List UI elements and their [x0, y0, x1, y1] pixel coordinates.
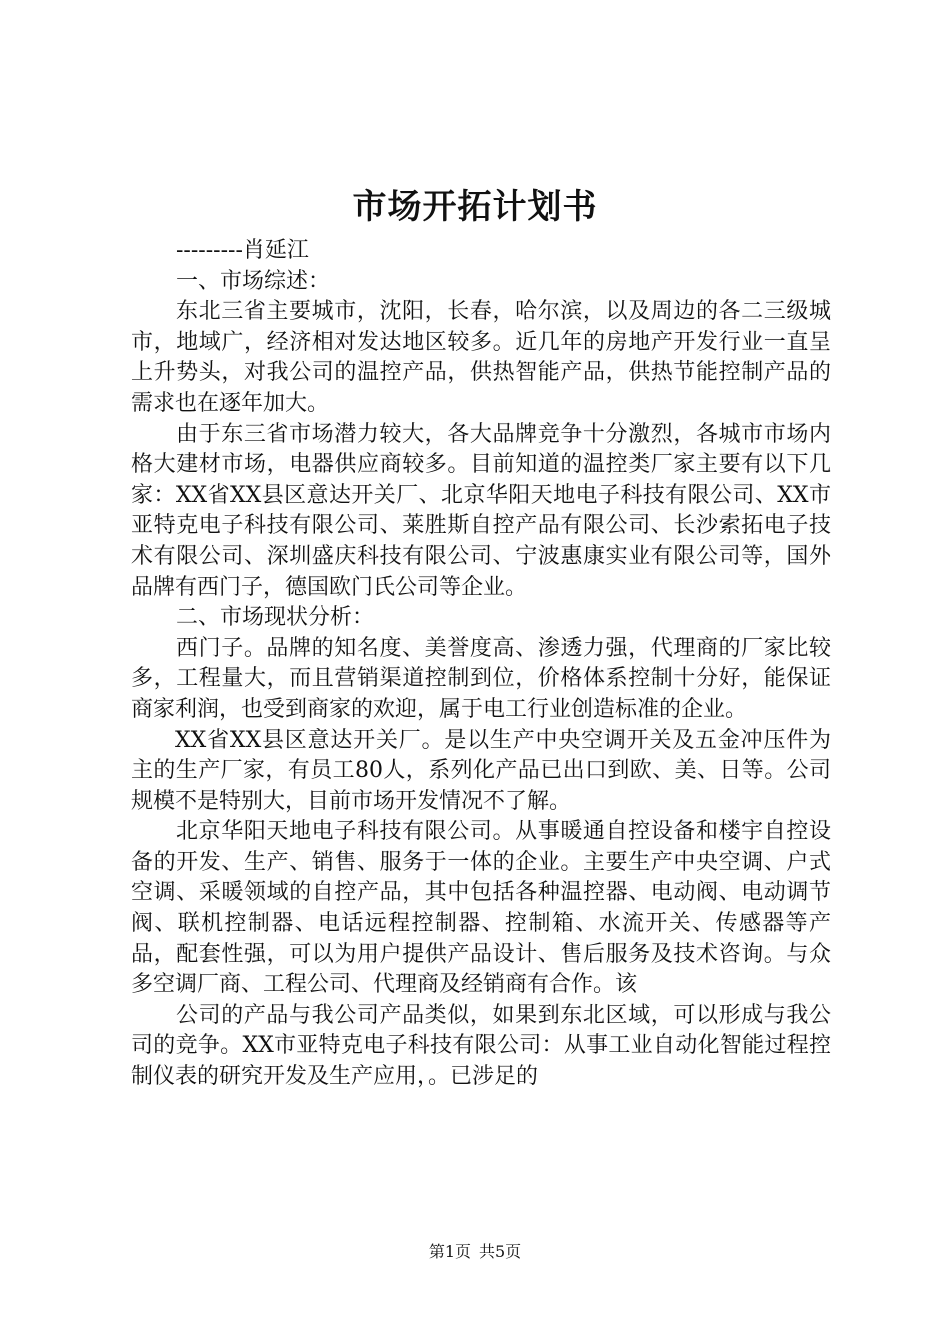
- document-title: 市场开拓计划书: [352, 187, 598, 227]
- body-paragraph: 由于东三省市场潜力较大，各大品牌竞争十分激烈，各城市市场内格大建材市场，电器供应商较多。目前知道的温控类厂家主要有以下几家：XX省XX县区意达开关厂、北京华阳天地电子科技有限公司、XX市亚特克电子科技有限公司、莱胜斯自控产品有限公司、长沙索拓电子技术有限公司、深圳盛庆科技有限公司、宁波惠康实业有限公司等，国外品牌有西门子，德国欧门氏公司等企业。: [131, 421, 831, 600]
- body-paragraph: 西门子。品牌的知名度、美誉度高、渗透力强，代理商的厂家比较多，工程量大，而且营销渠道控制到位，价格体系控制十分好，能保证商家利润，也受到商家的欢迎，属于电工行业创造标准的企业。: [131, 635, 831, 722]
- page-total: 共5页: [479, 1242, 522, 1261]
- author-line: ---------肖延江: [176, 238, 309, 263]
- body-paragraph: 公司的产品与我公司产品类似，如果到东北区域，可以形成与我公司的竞争。XX市亚特克电子科技有限公司：从事工业自动化智能过程控制仪表的研究开发及生产应用，。已涉足的: [131, 1002, 831, 1090]
- page-footer: [0, 1241, 950, 1263]
- body-paragraph: 东北三省主要城市，沈阳，长春，哈尔滨，以及周边的各二三级城市，地域广，经济相对发达地区较多。近几年的房地产开发行业一直呈上升势头，对我公司的温控产品，供热智能产品，供热节能控制产品的需求也在逐年加大。: [131, 299, 831, 416]
- section-heading: 二、市场现状分析：: [176, 605, 375, 631]
- page-number: 第1页: [428, 1242, 471, 1261]
- document-body: [131, 236, 831, 1093]
- section-heading: 一、市场综述：: [176, 268, 331, 294]
- body-paragraph: 北京华阳天地电子科技有限公司。从事暖通自控设备和楼宇自控设备的开发、生产、销售、服务于一体的企业。主要生产中央空调、户式空调、采暖领域的自控产品，其中包括各种温控器、电动阀、电动调节阀、联机控制器、电话远程控制器、控制箱、水流开关、传感器等产品，配套性强，可以为用户提供产品设计、售后服务及技术咨询。与众多空调厂商、工程公司、代理商及经销商有合作。该: [131, 819, 831, 998]
- body-paragraph: XX省XX县区意达开关厂。是以生产中央空调开关及五金冲压件为主的生产厂家，有员工80人，系列化产品已出口到欧、美、日等。公司规模不是特别大，目前市场开发情况不了解。: [131, 727, 831, 814]
